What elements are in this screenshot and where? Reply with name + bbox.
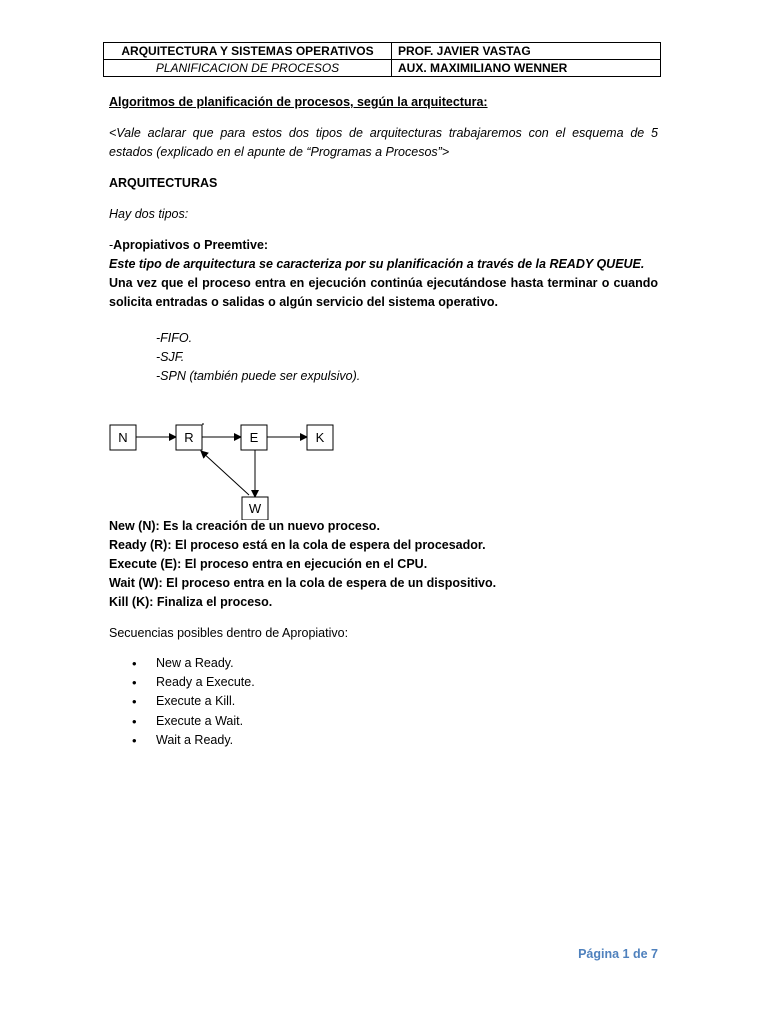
definition-text: El proceso entra en la cola de espera de un dispositivo. — [162, 576, 497, 590]
preemptive-subtitle: Este tipo de arquitectura se caracteriza por su planificación a través de la READY QUEUE. — [109, 257, 645, 271]
definition-text: Es la creación de un nuevo proceso. — [159, 519, 380, 533]
node-k-label: K — [315, 430, 325, 445]
node-n-label: N — [118, 430, 128, 445]
sequences-list — [130, 654, 255, 750]
definition-new — [109, 517, 658, 536]
list-item — [130, 692, 255, 711]
sequences-title: Secuencias posibles dentro de Apropiativo: — [109, 626, 349, 640]
definition-term: Wait (W): — [109, 576, 163, 590]
node-w-label: W — [248, 501, 262, 516]
sequence-text: New a Ready. — [156, 656, 234, 670]
algorithm-fifo: -FIFO. — [156, 331, 193, 345]
definition-term: Kill (K): — [109, 595, 154, 609]
bullet-icon: • — [132, 732, 137, 748]
definitions-list — [109, 517, 658, 612]
definition-kill — [109, 593, 658, 612]
definition-ready — [109, 536, 658, 555]
definition-execute — [109, 555, 658, 574]
algorithm-spn: -SPN (también puede ser expulsivo). — [156, 369, 361, 383]
definition-term: Execute (E): — [109, 557, 182, 571]
preemptive-title — [109, 236, 658, 255]
header-assistant: AUX. MAXIMILIANO WENNER — [392, 60, 661, 77]
list-item — [130, 712, 255, 731]
preemptive-body: Una vez que el proceso entra en ejecución continúa ejecutándose hasta terminar o cuando solicita entradas o salidas o algún servicio del sistema operativo. — [109, 276, 658, 309]
header-course-subtitle: PLANIFICACION DE PROCESOS — [104, 60, 392, 77]
algorithm-sjf: -SJF. — [156, 350, 185, 364]
page-number: Página 1 de 7 — [578, 947, 658, 961]
header-course-title: ARQUITECTURA Y SISTEMAS OPERATIVOS — [104, 43, 392, 60]
sequence-text: Ready a Execute. — [156, 675, 255, 690]
definition-term: New (N): — [109, 519, 160, 533]
intro-text: Hay dos tipos: — [109, 207, 189, 221]
sequence-text: Wait a Ready. — [156, 732, 234, 747]
bullet-icon: • — [132, 694, 137, 710]
section-title: ARQUITECTURAS — [109, 176, 218, 190]
list-item — [130, 673, 255, 692]
definition-text: Finaliza el proceso. — [153, 595, 273, 609]
page-heading: Algoritmos de planificación de procesos, según la arquitectura: — [109, 95, 488, 109]
definition-text: El proceso está en la cola de espera del procesador. — [171, 538, 486, 552]
preemptive-title-prefix: - — [109, 238, 114, 252]
bullet-icon: • — [132, 656, 137, 671]
bullet-icon: • — [132, 675, 137, 691]
algorithm-list — [156, 329, 556, 386]
node-r-label: R — [184, 430, 194, 445]
definition-term: Ready (R): — [109, 538, 172, 552]
list-item — [130, 731, 255, 750]
state-diagram — [100, 415, 360, 520]
header-table — [103, 42, 661, 77]
definition-wait — [109, 574, 658, 593]
preemptive-title-text: Apropiativos o Preemtive: — [113, 238, 269, 252]
sequence-text: Execute a Wait. — [156, 713, 244, 728]
definition-text: El proceso entra en ejecución en el CPU. — [181, 557, 428, 571]
sequence-text: Execute a Kill. — [156, 694, 236, 709]
arrow-w-r — [201, 451, 249, 495]
note-paragraph: <Vale aclarar que para estos dos tipos de arquitecturas trabajaremos con el esquema de 5 estados (explicado en el apunte de “Programas a Procesos”> — [109, 126, 658, 159]
node-e-label: E — [249, 430, 259, 445]
header-professor: PROF. JAVIER VASTAG — [392, 43, 661, 60]
list-item — [130, 654, 255, 673]
bullet-icon: • — [132, 713, 137, 729]
